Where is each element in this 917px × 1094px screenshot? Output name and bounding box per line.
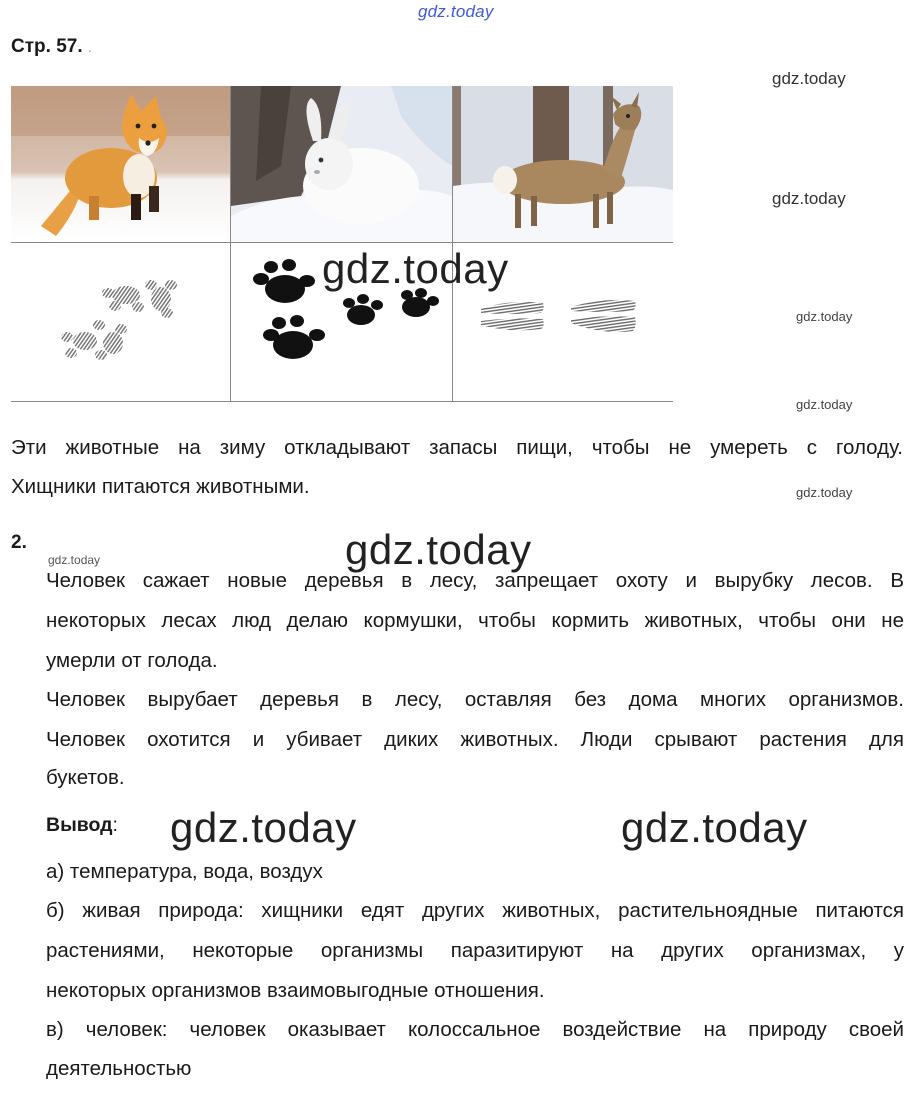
conclusion-item-b-line2: растениями, некоторые организмы паразитируют на других организмах, у — [46, 939, 904, 962]
section2-p2-line3: букетов. — [46, 766, 125, 789]
fox-photo — [11, 86, 230, 242]
conclusion-item-a: а) температура, вода, воздух — [46, 860, 323, 883]
fox-tracks — [11, 243, 230, 401]
section1-line1: Эти животные на зиму откладывают запасы пищи, чтобы не умереть с голоду. — [11, 436, 903, 459]
conclusion-heading — [46, 814, 118, 837]
watermark-right-3: gdz.today — [796, 309, 853, 324]
page-number-text: Стр. 57. — [11, 36, 83, 57]
watermark-right-5: gdz.today — [796, 485, 853, 500]
conclusion-item-b-line3: некоторых организмов взаимовыгодные отношения. — [46, 979, 545, 1002]
watermark-top: gdz.today — [418, 2, 494, 21]
watermark-right-4: gdz.today — [796, 397, 853, 412]
section2-number: 2. — [11, 532, 27, 553]
watermark-conclusion-1: gdz.today — [170, 804, 357, 851]
conclusion-item-b-line1: б) живая природа: хищники едят других животных, растительноядные питаются — [46, 899, 904, 922]
grid-divider-vertical-2 — [452, 86, 453, 401]
watermark-right-1: gdz.today — [772, 69, 846, 88]
conclusion-label: Вывод — [46, 814, 113, 836]
conclusion-colon: : — [112, 814, 118, 836]
section2-p1-line3: умерли от голода. — [46, 649, 218, 672]
grid-divider-vertical-1 — [230, 86, 231, 401]
grid-divider-bottom — [11, 401, 673, 402]
section2-p1-line2: некоторых лесах люд делаю кормушки, чтобы кормить животных, чтобы они не — [46, 609, 904, 632]
animal-tracks-figure — [11, 86, 673, 402]
conclusion-item-c-line1: в) человек: человек оказывает колоссальное воздействие на природу своей — [46, 1018, 904, 1041]
section2-p2-line2: Человек охотится и убивает диких животных. Люди срывают растения для — [46, 728, 904, 751]
watermark-center-2: gdz.today — [345, 526, 532, 573]
section2-p1-line1: Человек сажает новые деревья в лесу, запрещает охоту и вырубку лесов. В — [46, 569, 904, 592]
watermark-small-left: gdz.today — [48, 553, 101, 567]
conclusion-item-c-line2: деятельностью — [46, 1057, 192, 1080]
deer-photo — [453, 86, 673, 242]
watermark-conclusion-2: gdz.today — [621, 804, 808, 851]
page-number-mark: . — [87, 39, 92, 55]
page-number — [11, 36, 92, 58]
section1-line2: Хищники питаются животными. — [11, 475, 310, 498]
watermark-center-1: gdz.today — [322, 245, 509, 292]
watermark-right-2: gdz.today — [772, 189, 846, 208]
hare-photo — [231, 86, 452, 242]
grid-divider-horizontal — [11, 242, 673, 243]
section2-p2-line1: Человек вырубает деревья в лесу, оставляя без дома многих организмов. — [46, 688, 904, 711]
